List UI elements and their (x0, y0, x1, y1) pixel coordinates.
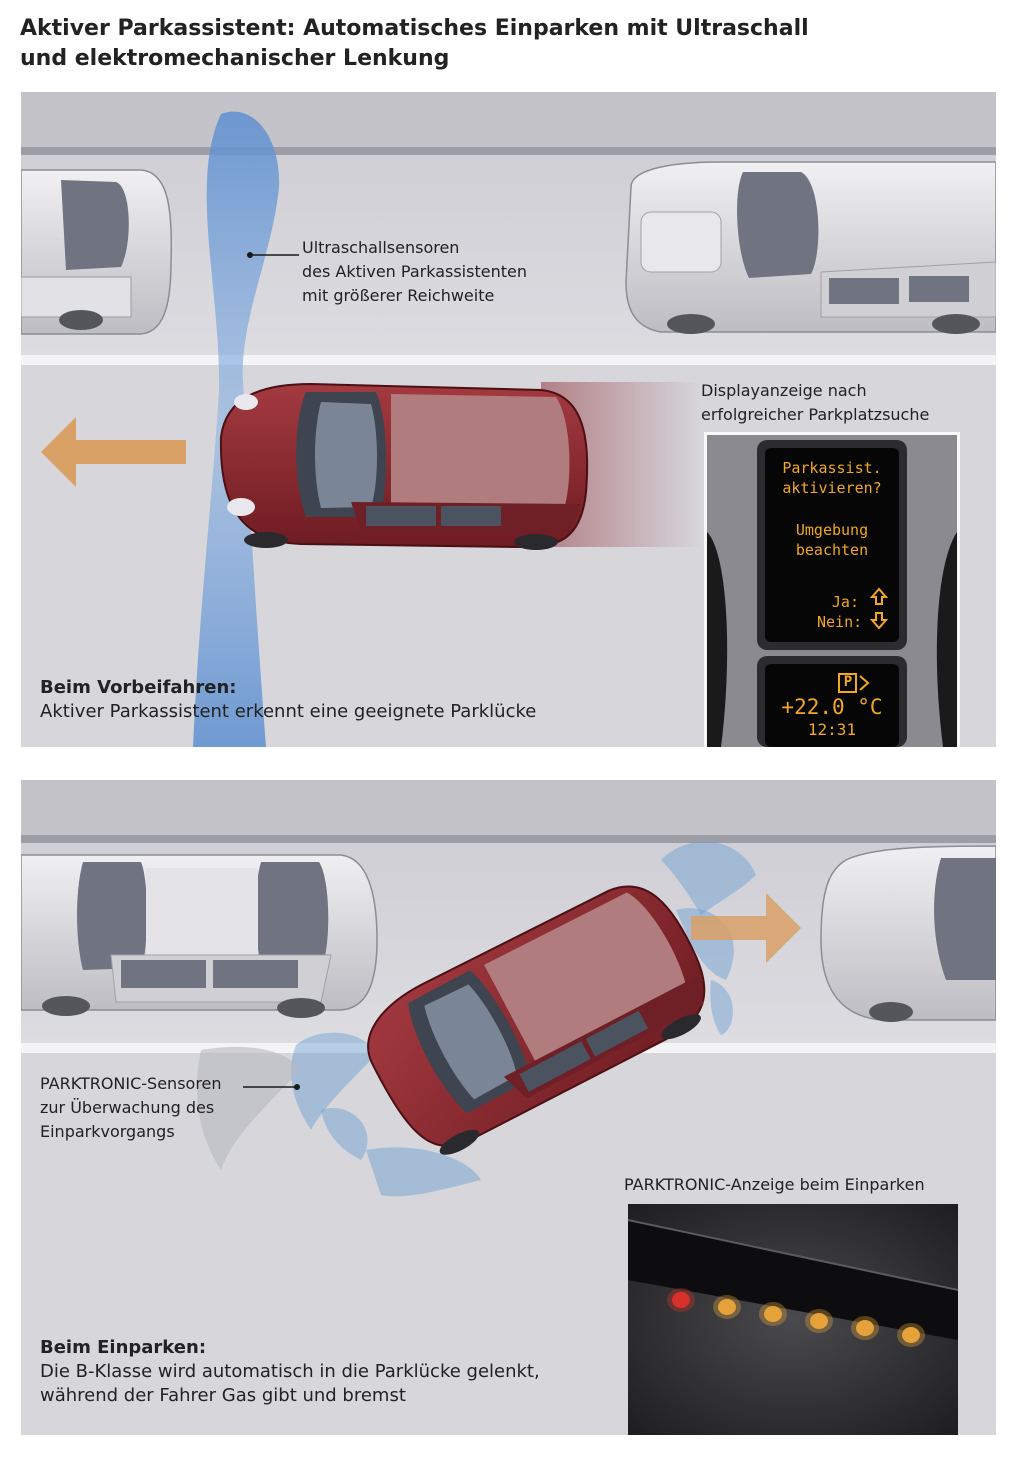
sensor-label-line: des Aktiven Parkassistenten (302, 262, 527, 281)
display-temperature: +22.0 °C (781, 695, 883, 719)
parking-description-line: Die B-Klasse wird automatisch in die Parklücke gelenkt, (40, 1361, 540, 1382)
parktronic-indicator (628, 1204, 958, 1435)
display-no-label: Nein: (817, 613, 863, 631)
red-car-passing (221, 384, 587, 550)
parking-description (40, 1360, 540, 1408)
display-time: 12:31 (807, 720, 857, 739)
passing-scene-panel (21, 92, 996, 747)
display-line: Umgebung (795, 521, 869, 539)
display-yes-no (817, 592, 863, 632)
sensor-label-line: Ultraschallsensoren (302, 238, 460, 257)
parking-heading: Beim Einparken: (40, 1337, 207, 1358)
parking-scene-panel (21, 780, 996, 1435)
title-line-1: Aktiver Parkassistent: Automatisches Einparken mit Ultraschall (20, 16, 809, 41)
display-line: beachten (795, 541, 869, 559)
led-amber (902, 1327, 920, 1343)
display-caption-line: erfolgreicher Parkplatzsuche (701, 405, 930, 424)
parked-car-left (21, 170, 171, 334)
display-caption-line: Displayanzeige nach (701, 381, 867, 400)
sensor-label-line: PARKTRONIC-Sensoren (40, 1074, 222, 1093)
led-amber (856, 1320, 874, 1336)
display-line: Parkassist. (782, 459, 882, 477)
parked-car-left (21, 855, 377, 1018)
passing-heading: Beim Vorbeifahren: (40, 677, 237, 698)
ultrasonic-sensor-label (302, 236, 527, 308)
parking-description-line: während der Fahrer Gas gibt und bremst (40, 1385, 406, 1406)
parktronic-sensor-label (40, 1072, 222, 1144)
indicator-caption: PARKTRONIC-Anzeige beim Einparken (624, 1175, 925, 1194)
sensor-label-line: mit größerer Reichweite (302, 286, 495, 305)
sensor-label-line: zur Überwachung des (40, 1098, 215, 1117)
parked-car-right (626, 162, 996, 334)
display-caption (701, 379, 929, 427)
led-amber (810, 1313, 828, 1329)
passing-description: Aktiver Parkassistent erkennt eine geeignete Parklücke (40, 701, 537, 722)
display-yes-label: Ja: (831, 593, 859, 611)
parking-symbol: P (843, 674, 853, 690)
title-line-2: und elektromechanischer Lenkung (20, 46, 450, 71)
display-line: aktivieren? (782, 479, 882, 497)
led-red (672, 1292, 690, 1308)
display-text (765, 458, 899, 560)
led-amber (718, 1299, 736, 1315)
page-title (20, 14, 1000, 74)
parked-car-right (821, 846, 996, 1022)
led-amber (764, 1306, 782, 1322)
sensor-label-line: Einparkvorgangs (40, 1122, 175, 1141)
